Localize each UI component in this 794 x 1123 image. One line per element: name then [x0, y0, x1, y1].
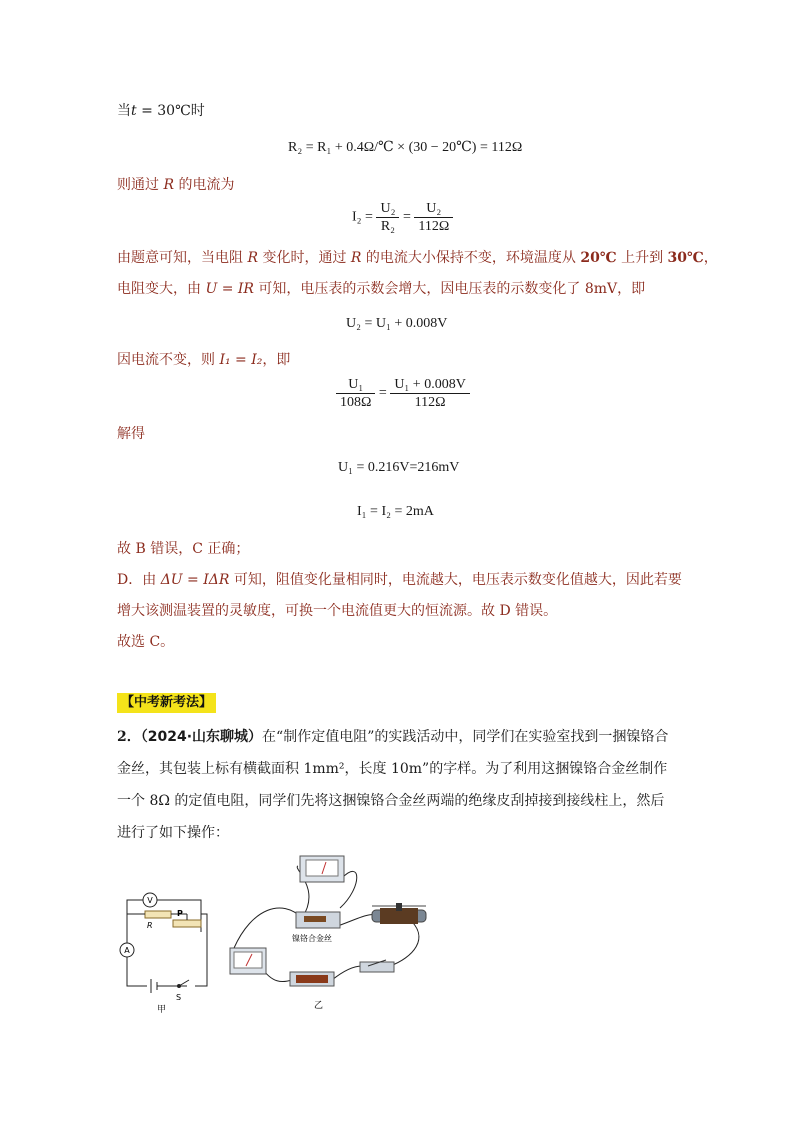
equation-ratio: $\frac{\text{U₁}}{108\Omega}$ = $\frac{\text{U₁ + 0.008V}}{112\Omega}$ [336, 376, 470, 411]
text-line-1: 当t = 30℃时 [117, 103, 205, 119]
text-line-5: 因电流不变，则 I₁ = I₂，即 [117, 352, 291, 368]
switch-apparatus [360, 960, 394, 972]
switch-lever [179, 980, 189, 986]
label-v: V [147, 896, 153, 905]
ammeter-left [230, 948, 266, 974]
voltmeter-top [300, 856, 344, 882]
resistor-r [145, 911, 171, 918]
wire-top-left [127, 900, 143, 940]
question-2: 2．（2024·山东聊城）在“制作定值电阻”的实践活动中，同学们在实验室找到一捆镍铬合金丝，其包装上标有横截面积 1mm²，长度 10m”的字样。为了利用这捆镍铬合金丝制作一个 8Ω 的定值电阻，同学们先将这捆镍铬合金丝两端的绝缘皮刮掉接到接线柱上，然后进行了如下操作： [117, 729, 669, 841]
label-r: R [147, 921, 153, 930]
wire-left [127, 900, 147, 986]
wire-battery-switch [332, 966, 362, 980]
text-line-4: 电阻变大，由 U = IR 可知，电压表的示数会增大，因电压表的示数变化了 8mV，即 [117, 281, 646, 297]
equation-i2: I₂ = $\frac{\text{U₂}}{\text{R₂}}$ = $\frac{\text{U₂}}{112\Omega}$ [352, 200, 453, 235]
section-badge: 【中考新考法】 [117, 693, 216, 713]
text-line-10: 故选 C。 [117, 634, 175, 650]
text-line-6: 解得 [117, 426, 145, 442]
text-line-8: D．由 ΔU = IΔR 可知，阻值变化量相同时，电流越大，电压表示数变化值越大，因此若要 [117, 572, 682, 588]
equation-u1: U₁ = 0.216V=216mV [338, 460, 460, 475]
rheostat [173, 920, 201, 927]
label-wire: 镍铬合金丝 [292, 934, 332, 943]
text-line-2: 则通过 R 的电流为 [117, 177, 235, 193]
text-line-7: 故 B 错误，C 正确； [117, 541, 250, 557]
wire-board [296, 912, 340, 928]
battery-pack [290, 972, 334, 986]
equation-u2: U₂ = U₁ + 0.008V [346, 316, 448, 331]
label-p: P [177, 909, 183, 918]
rheostat-apparatus [372, 903, 426, 924]
caption-yi: 乙 [314, 1001, 324, 1011]
text-line-3: 由题意可知，当电阻 R 变化时，通过 R 的电流大小保持不变，环境温度从 20℃ 上升到 30℃， [117, 250, 718, 266]
label-a: A [124, 946, 130, 955]
label-s: S [176, 993, 182, 1002]
circuit-diagram-jia [117, 890, 217, 1015]
wire-rheostat-switch [390, 918, 419, 966]
apparatus-drawing-yi [222, 848, 442, 1018]
caption-jia: 甲 [157, 1005, 167, 1015]
equation-r2: R₂ = R₁ + 0.4Ω/℃ × (30 − 20℃) = 112Ω [288, 140, 523, 155]
equation-i1: I₁ = I₂ = 2mA [357, 504, 434, 519]
text-line-9: 增大该测温装置的灵敏度，可换一个电流值更大的恒流源。故 D 错误。 [117, 603, 558, 619]
